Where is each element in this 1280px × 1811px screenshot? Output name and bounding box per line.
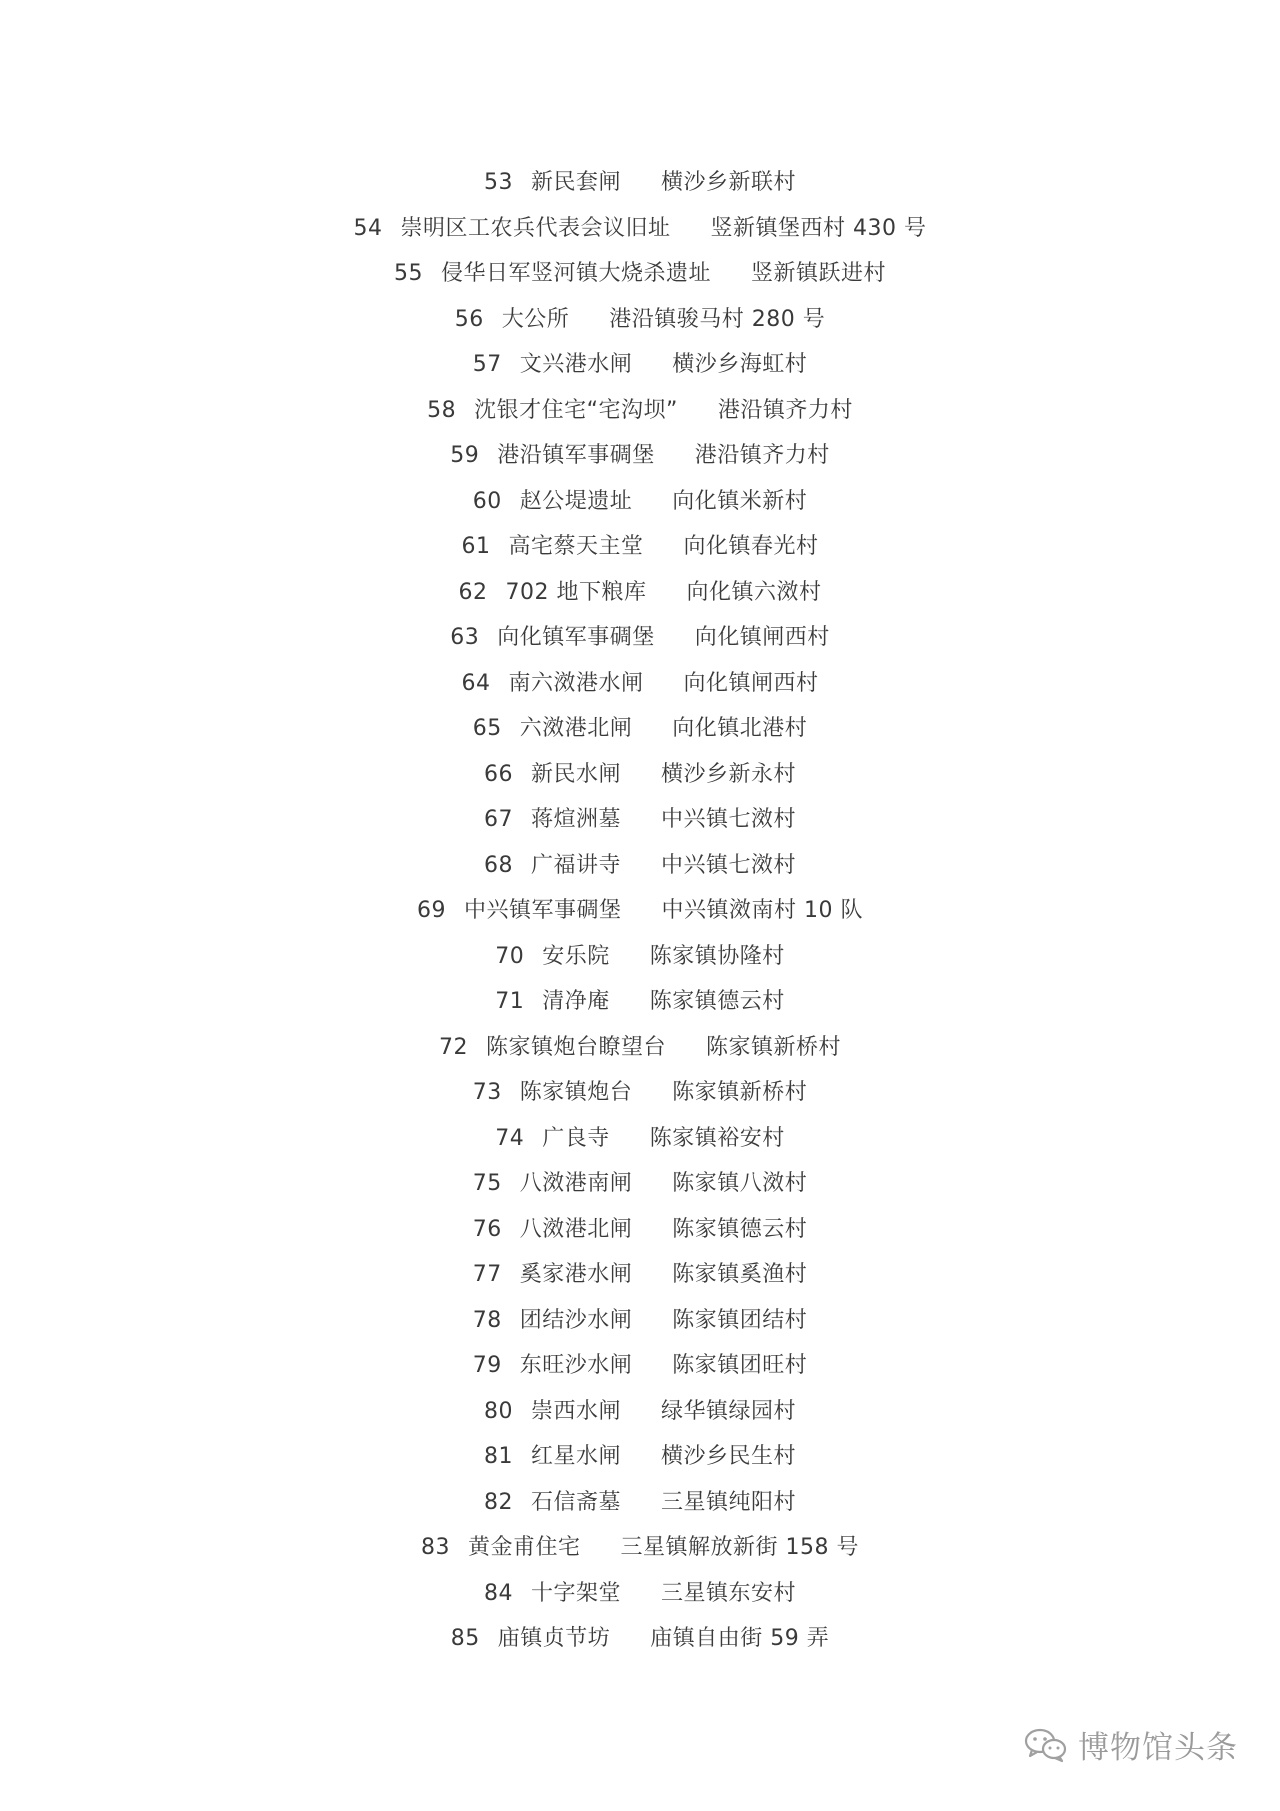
site-location: 陈家镇新桥村 [706,1034,842,1060]
site-location: 中兴镇七滧村 [661,852,797,878]
site-name: 奚家港水闸 [519,1262,633,1287]
list-item [0,888,1280,934]
item-number: 57 [472,352,502,377]
item-number: 60 [472,488,502,514]
item-number: 55 [393,261,423,286]
site-location: 陈家镇团旺村 [672,1353,808,1378]
list-item [0,1207,1280,1253]
site-name: 南六滧港水闸 [508,670,644,696]
site-location: 中兴镇七滧村 [661,807,797,832]
list-item [0,1252,1280,1298]
list-item [0,1525,1280,1571]
list-item [0,1343,1280,1389]
item-number: 69 [417,898,446,923]
item-number: 76 [472,1216,502,1242]
site-name: 大公所 [501,306,570,332]
list-item [0,1298,1280,1344]
heritage-site-list [0,160,1280,1662]
list-item [0,1070,1280,1116]
site-name: 团结沙水闸 [519,1307,633,1333]
site-location: 港沿镇齐力村 [694,443,830,468]
site-name: 陈家镇炮台瞭望台 [485,1034,666,1060]
list-item [0,1389,1280,1435]
site-location: 陈家镇裕安村 [649,1125,785,1151]
list-item [0,797,1280,843]
list-item [0,1571,1280,1617]
list-item [0,1116,1280,1162]
site-location: 向化镇闸西村 [683,670,819,696]
site-name: 东旺沙水闸 [519,1353,633,1378]
watermark-text: 博物馆头条 [1078,1730,1238,1766]
site-location: 港沿镇齐力村 [717,397,853,423]
site-location: 竖新镇堡西村 430 号 [710,215,927,241]
site-name: 红星水闸 [530,1444,621,1469]
watermark [1024,1722,1238,1767]
list-item [0,524,1280,570]
list-item [0,433,1280,479]
list-item [0,251,1280,297]
list-item [0,843,1280,889]
site-name: 沈银才住宅“宅沟坝” [474,397,678,423]
list-item [0,160,1280,206]
list-item [0,1434,1280,1480]
site-name: 蒋煊洲墓 [530,807,621,832]
list-item [0,752,1280,798]
item-number: 72 [438,1034,468,1060]
item-number: 59 [450,443,480,468]
item-number: 54 [353,215,383,241]
site-name: 中兴镇军事碉堡 [464,898,622,923]
site-name: 八滧港南闸 [519,1171,633,1196]
list-item [0,342,1280,388]
site-location: 竖新镇跃进村 [751,261,887,286]
site-name: 向化镇军事碉堡 [497,625,655,650]
site-name: 广福讲寺 [530,852,621,878]
list-item [0,979,1280,1025]
item-number: 74 [495,1125,525,1151]
site-location: 陈家镇团结村 [672,1307,808,1333]
site-name: 石信斋墓 [530,1489,621,1515]
site-location: 向化镇北港村 [672,716,808,741]
list-item [0,388,1280,434]
list-item [0,661,1280,707]
site-location: 三星镇东安村 [661,1580,797,1606]
site-name: 崇西水闸 [530,1398,621,1424]
site-name: 702 地下粮库 [505,579,647,605]
item-number: 84 [483,1580,513,1606]
site-location: 陈家镇八滧村 [672,1171,808,1196]
site-location: 横沙乡海虹村 [672,352,808,377]
list-item [0,934,1280,980]
site-name: 广良寺 [542,1125,610,1151]
site-name: 文兴港水闸 [519,352,633,377]
list-item [0,570,1280,616]
item-number: 80 [483,1398,513,1424]
list-item [0,706,1280,752]
list-item [0,1161,1280,1207]
site-location: 横沙乡新永村 [661,761,797,787]
item-number: 65 [472,716,502,741]
site-location: 横沙乡民生村 [661,1444,797,1469]
site-name: 十字架堂 [530,1580,621,1606]
site-location: 陈家镇协隆村 [649,943,785,969]
site-name: 陈家镇炮台 [519,1080,633,1105]
list-item [0,615,1280,661]
site-name: 黄金甫住宅 [468,1535,581,1560]
site-location: 向化镇闸西村 [694,625,830,650]
site-name: 清净庵 [542,989,610,1014]
site-location: 陈家镇新桥村 [672,1080,808,1105]
site-name: 安乐院 [542,943,610,969]
item-number: 68 [483,852,513,878]
list-item [0,206,1280,252]
site-location: 三星镇纯阳村 [661,1489,797,1515]
wechat-icon [1024,1727,1068,1763]
item-number: 62 [458,579,488,605]
site-location: 绿华镇绿园村 [661,1398,797,1424]
site-name: 港沿镇军事碉堡 [497,443,655,468]
item-number: 66 [483,761,513,787]
item-number: 64 [461,670,491,696]
item-number: 67 [483,807,513,832]
site-location: 庙镇自由街 59 弄 [650,1626,830,1651]
site-name: 侵华日军竖河镇大烧杀遗址 [440,261,711,286]
site-location: 陈家镇德云村 [672,1216,808,1242]
item-number: 63 [450,625,480,650]
site-name: 新民水闸 [530,761,621,787]
item-number: 58 [427,397,457,423]
site-location: 港沿镇骏马村 280 号 [609,306,826,332]
site-location: 向化镇六滧村 [686,579,822,605]
site-name: 新民套闸 [530,170,621,195]
item-number: 71 [495,989,525,1014]
site-name: 高宅蔡天主堂 [508,534,644,559]
site-location: 横沙乡新联村 [661,170,797,195]
site-name: 六滧港北闸 [519,716,633,741]
site-name: 八滧港北闸 [519,1216,633,1242]
site-location: 向化镇春光村 [683,534,819,559]
list-item [0,1616,1280,1662]
list-item [0,297,1280,343]
site-location: 向化镇米新村 [672,488,808,514]
list-item [0,1480,1280,1526]
site-location: 陈家镇奚渔村 [672,1262,808,1287]
item-number: 53 [483,170,513,195]
site-location: 陈家镇德云村 [649,989,785,1014]
site-location: 三星镇解放新街 158 号 [620,1535,859,1560]
item-number: 73 [472,1080,502,1105]
site-name: 庙镇贞节坊 [497,1626,611,1651]
site-location: 中兴镇滧南村 10 队 [661,898,863,923]
item-number: 70 [495,943,525,969]
item-number: 81 [483,1444,513,1469]
site-name: 崇明区工农兵代表会议旧址 [400,215,671,241]
item-number: 56 [454,306,484,332]
item-number: 82 [483,1489,513,1515]
item-number: 79 [472,1353,502,1378]
site-name: 赵公堤遗址 [519,488,633,514]
item-number: 78 [472,1307,502,1333]
list-item [0,1025,1280,1071]
item-number: 85 [450,1626,480,1651]
item-number: 83 [421,1535,450,1560]
item-number: 77 [472,1262,502,1287]
list-item [0,479,1280,525]
item-number: 75 [472,1171,502,1196]
item-number: 61 [461,534,491,559]
